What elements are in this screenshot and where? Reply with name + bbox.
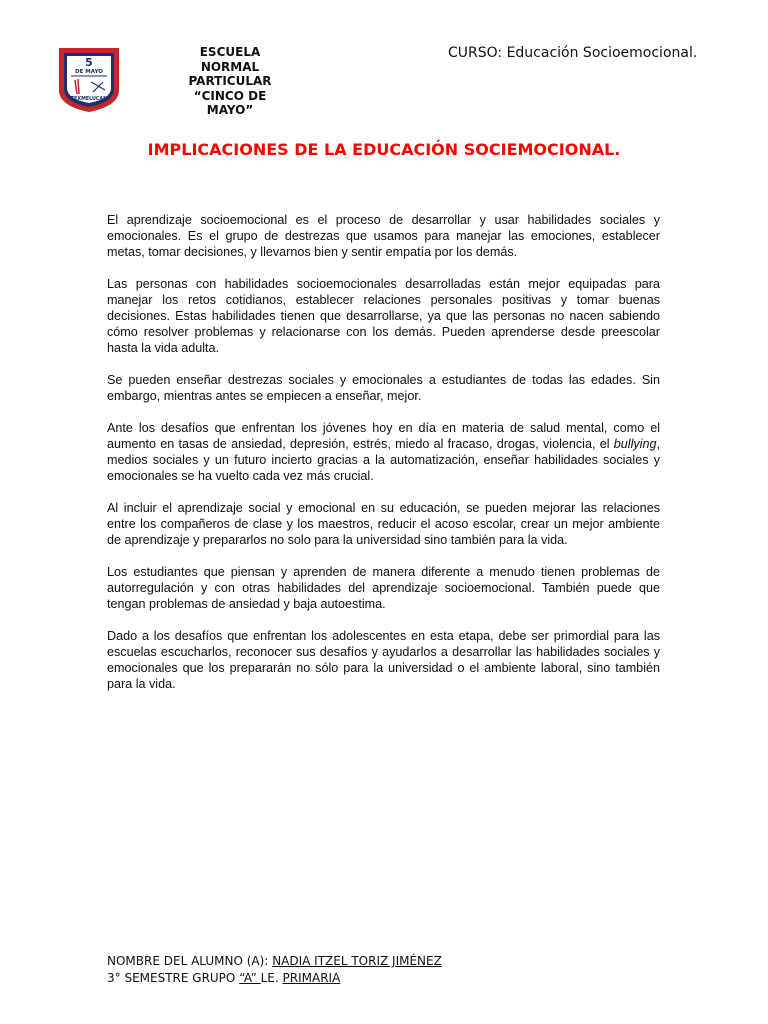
group-value: “A” xyxy=(239,971,261,985)
school-name-line: MAYO” xyxy=(206,103,254,117)
school-logo xyxy=(57,46,121,114)
semester-label: 3° SEMESTRE GRUPO xyxy=(107,971,240,985)
paragraph xyxy=(107,420,660,484)
student-label: NOMBRE DEL ALUMNO (A): xyxy=(107,954,269,968)
paragraph-text: Ante los desafíos que enfrentan los jóvenes hoy en día en materia de salud mental, como el aumento en tasas de ansiedad, depresión, estrés, miedo al fracaso, drogas, violencia, el xyxy=(107,421,660,451)
logo-top-text: DE MAYO xyxy=(75,69,103,75)
student-footer xyxy=(107,953,442,987)
document-body xyxy=(107,212,660,708)
paragraph: Los estudiantes que piensan y aprenden de manera diferente a menudo tienen problemas de autorregulación y con otras habilidades del aprendizaje socioemocional. También puede que tengan problemas de ansiedad y baja autoestima. xyxy=(107,565,660,611)
document-title: IMPLICACIONES DE LA EDUCACIÓN SOCIEMOCIONAL. xyxy=(147,140,621,159)
student-name-line xyxy=(107,953,442,970)
le-value: PRIMARIA xyxy=(282,971,341,985)
course-label: CURSO: Educación Socioemocional. xyxy=(448,45,698,61)
semester-line xyxy=(107,970,442,987)
paragraph: Dado a los desafíos que enfrentan los adolescentes en esta etapa, debe ser primordial para las escuelas escucharlos, reconocer sus desafíos y ayudarlos a desarrollar las habilidades sociales y emocionales que los prepararán no sólo para la universidad o el ambiente laboral, sino también para la vida. xyxy=(107,629,660,691)
paragraph: El aprendizaje socioemocional es el proceso de desarrollar y usar habilidades sociales y emocionales. Es el grupo de destrezas que usamos para manejar las emociones, establecer metas, tomar decisiones, y llevarnos bien y sentir empatía por los demás. xyxy=(107,213,660,259)
paragraph: Las personas con habilidades socioemocionales desarrolladas están mejor equipadas para manejar los retos cotidianos, establecer relaciones personales positivas y tomar buenas decisiones. Estas habilidades tienen que desarrollarse, ya que las personas no nacen sabiendo cómo resolver problemas y relacionarse con los demás. Pueden aprenderse desde preescolar hasta la vida adulta. xyxy=(107,277,660,355)
school-name-line: ESCUELA xyxy=(199,45,261,59)
paragraph: Al incluir el aprendizaje social y emocional en su educación, se pueden mejorar las relaciones entre los compañeros de clase y los maestros, reducir el acoso escolar, crear un mejor ambiente de aprendizaje y prepararlos no solo para la universidad sino también para la vida. xyxy=(107,501,660,547)
school-name-line: PARTICULAR xyxy=(188,74,272,88)
school-name xyxy=(170,45,290,118)
logo-bottom-text: TEXMELUCAN xyxy=(70,97,108,102)
le-label: LE. xyxy=(260,971,283,985)
student-name: NADIA ITZEL TORIZ JIMÉNEZ xyxy=(272,954,442,968)
school-name-line: “CINCO DE xyxy=(193,88,267,103)
logo-number: 5 xyxy=(85,56,93,69)
school-name-line: NORMAL xyxy=(200,59,260,74)
paragraph-text: , medios sociales y un futuro incierto gracias a la automatización, enseñar habilidades sociales y emocionales se ha vuelto cada vez más crucial. xyxy=(107,437,660,483)
paragraph-italic-term: bullying xyxy=(613,437,657,451)
paragraph: Se pueden enseñar destrezas sociales y emocionales a estudiantes de todas las edades. Sin embargo, mientras antes se empiecen a enseñar, mejor. xyxy=(107,373,660,403)
